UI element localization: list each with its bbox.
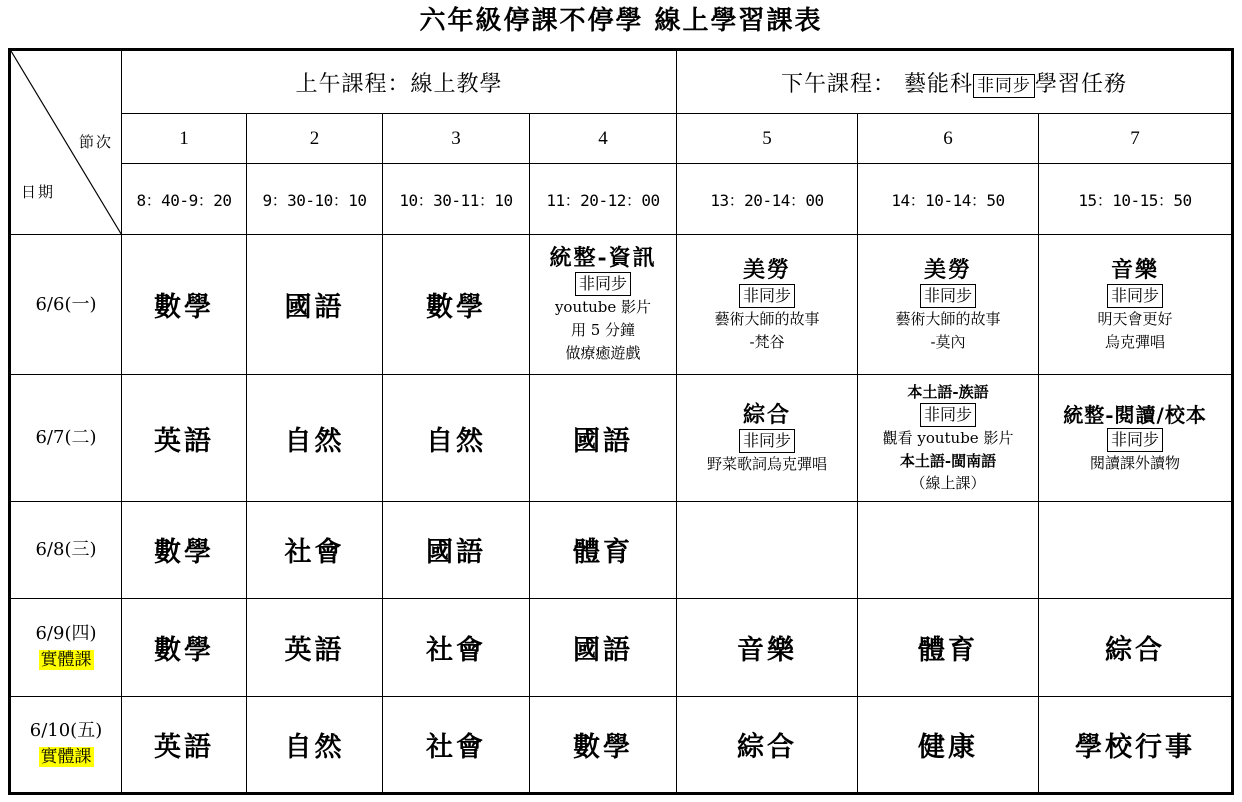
period-number: 7 xyxy=(1039,114,1233,164)
day-row-mon xyxy=(10,234,1233,375)
period-time: 10：30-11：10 xyxy=(383,164,530,234)
class-cell: 自然 xyxy=(383,375,530,502)
class-cell: 社會 xyxy=(247,501,383,598)
class-cell: 數學 xyxy=(383,234,530,375)
class-cell: 綜合 xyxy=(677,696,858,793)
class-cell: 國語 xyxy=(383,501,530,598)
class-note: 用 5 分鐘 xyxy=(570,321,636,339)
empty-cell xyxy=(858,501,1039,598)
day-date: 6/9(四) xyxy=(35,623,97,645)
period-time: 13：20-14：00 xyxy=(677,164,858,234)
async-tag: 非同步 xyxy=(920,284,976,308)
class-cell: 數學 xyxy=(530,696,677,793)
class-cell: 社會 xyxy=(383,599,530,696)
day-row-tue xyxy=(10,375,1233,502)
class-title: 統整-資訊 xyxy=(549,245,657,271)
class-cell: 自然 xyxy=(247,696,383,793)
period-number: 6 xyxy=(858,114,1039,164)
class-note: 做療癒遊戲 xyxy=(565,344,641,362)
period-time: 8：40-9：20 xyxy=(122,164,247,234)
schedule-table xyxy=(8,48,1234,795)
afternoon-session-header: 下午課程： 藝能科 非同步 學習任務 xyxy=(677,50,1233,114)
class-cell: 音樂 xyxy=(677,599,858,696)
day-date: 6/10(五) xyxy=(29,720,103,742)
class-cell-multi xyxy=(677,375,858,502)
class-title: 統整-閱讀/校本 xyxy=(1063,402,1207,427)
class-title: 綜合 xyxy=(743,401,792,428)
class-title: 美勞 xyxy=(924,256,973,283)
class-note: -梵谷 xyxy=(749,332,785,351)
class-note: 烏克彈唱 xyxy=(1105,332,1166,351)
class-subtitle: 本土語-閩南語 xyxy=(899,452,997,471)
class-cell: 國語 xyxy=(530,375,677,502)
class-cell: 體育 xyxy=(530,501,677,598)
day-row-thu xyxy=(10,599,1233,696)
async-tag: 非同步 xyxy=(973,74,1035,98)
empty-cell xyxy=(677,501,858,598)
class-cell: 英語 xyxy=(122,696,247,793)
period-number: 3 xyxy=(383,114,530,164)
class-cell-multi xyxy=(858,375,1039,502)
morning-session-header: 上午課程：線上教學 xyxy=(122,50,677,114)
class-cell-multi xyxy=(1039,234,1233,375)
day-date: 6/6(一) xyxy=(10,234,122,375)
period-time: 11：20-12：00 xyxy=(530,164,677,234)
period-number: 4 xyxy=(530,114,677,164)
day-date: 6/8(三) xyxy=(10,501,122,598)
class-cell-multi xyxy=(677,234,858,375)
class-note: （線上課） xyxy=(910,474,986,493)
day-row-wed xyxy=(10,501,1233,598)
class-cell: 社會 xyxy=(383,696,530,793)
class-cell-multi xyxy=(1039,375,1233,502)
day-date-cell xyxy=(10,599,122,696)
class-note: 觀看 youtube 影片 xyxy=(882,429,1014,448)
class-note: 閱讀課外讀物 xyxy=(1090,453,1181,472)
class-cell: 自然 xyxy=(247,375,383,502)
class-cell: 學校行事 xyxy=(1039,696,1233,793)
period-time: 15：10-15：50 xyxy=(1039,164,1233,234)
period-number: 1 xyxy=(122,114,247,164)
class-cell: 國語 xyxy=(530,599,677,696)
class-note: 野菜歌詞烏克彈唱 xyxy=(707,454,828,473)
corner-period-label: 節次 xyxy=(78,133,113,151)
day-date-cell xyxy=(10,696,122,793)
period-number: 2 xyxy=(247,114,383,164)
empty-cell xyxy=(1039,501,1233,598)
async-tag: 非同步 xyxy=(739,429,795,453)
corner-date-label: 日期 xyxy=(21,183,56,201)
day-date: 6/7(二) xyxy=(10,375,122,502)
class-cell: 國語 xyxy=(247,234,383,375)
in-person-badge: 實體課 xyxy=(40,650,92,671)
class-note: 藝術大師的故事 xyxy=(895,309,1001,328)
period-time: 14：10-14：50 xyxy=(858,164,1039,234)
period-time: 9：30-10：10 xyxy=(247,164,383,234)
day-row-fri xyxy=(10,696,1233,793)
class-cell: 綜合 xyxy=(1039,599,1233,696)
class-cell: 數學 xyxy=(122,599,247,696)
class-cell: 健康 xyxy=(858,696,1039,793)
period-number: 5 xyxy=(677,114,858,164)
page-title: 六年級停課不停學 線上學習課表 xyxy=(419,6,823,36)
class-note: youtube 影片 xyxy=(554,298,652,316)
class-cell: 體育 xyxy=(858,599,1039,696)
class-title: 本土語-族語 xyxy=(907,383,989,402)
in-person-badge: 實體課 xyxy=(40,747,92,768)
class-note: 明天會更好 xyxy=(1097,309,1173,328)
class-cell: 英語 xyxy=(247,599,383,696)
class-cell: 數學 xyxy=(122,234,247,375)
class-title: 音樂 xyxy=(1111,256,1160,283)
async-tag: 非同步 xyxy=(575,272,631,296)
async-tag: 非同步 xyxy=(1107,284,1163,308)
class-cell-multi xyxy=(530,234,677,375)
class-title: 美勞 xyxy=(743,256,792,283)
class-note: -莫內 xyxy=(930,332,966,351)
async-tag: 非同步 xyxy=(739,284,795,308)
class-note: 藝術大師的故事 xyxy=(714,309,820,328)
class-cell: 數學 xyxy=(122,501,247,598)
class-cell-multi xyxy=(858,234,1039,375)
corner-header xyxy=(10,50,122,235)
class-cell: 英語 xyxy=(122,375,247,502)
async-tag: 非同步 xyxy=(920,403,976,427)
async-tag: 非同步 xyxy=(1107,428,1163,452)
